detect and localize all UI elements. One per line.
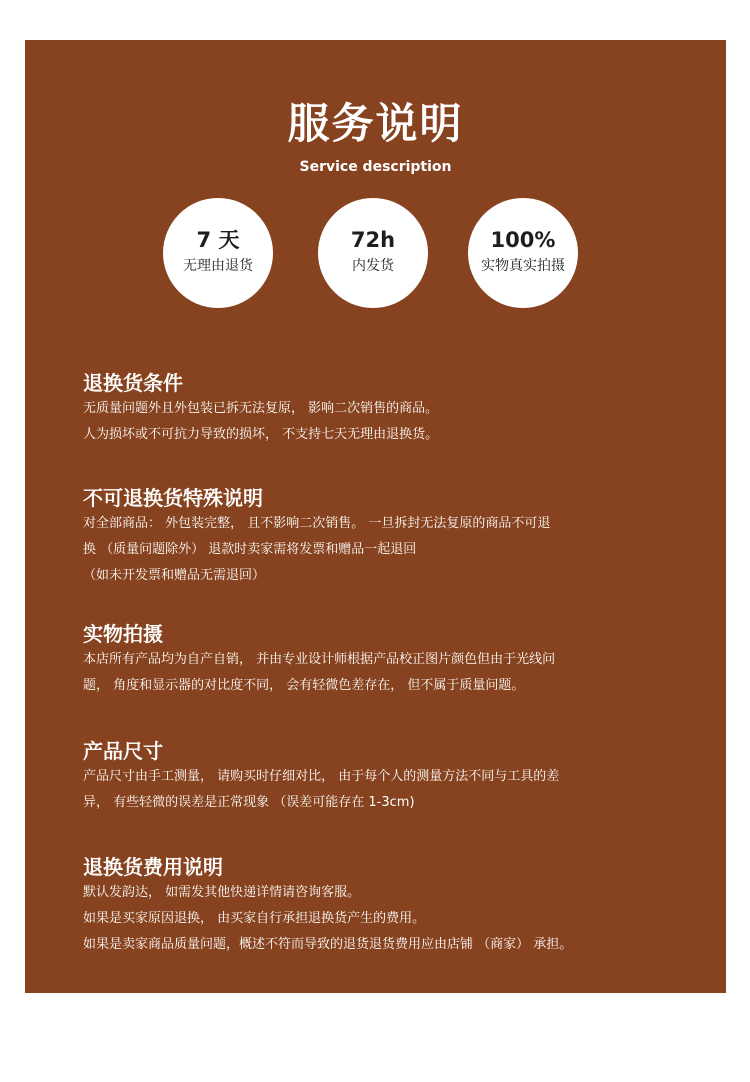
section-text: 如果是买家原因退换， 由买家自行承担退换货产生的费用。 xyxy=(83,911,426,926)
section-text: 题， 角度和显示器的对比度不同， 会有轻微色差存在， 但不属于质量问题。 xyxy=(83,678,525,693)
page-title: 服务说明 xyxy=(287,99,464,148)
section-text: 人为损坏或不可抗力导致的损坏， 不支持七天无理由退换货。 xyxy=(83,427,439,442)
section-text: 本店所有产品均为自产自销， 并由专业设计师根据产品校正图片颜色但由于光线问 xyxy=(83,652,556,667)
section-text: 异， 有些轻微的误差是正常现象 （误差可能存在 1-3cm) xyxy=(83,795,415,810)
section-return-conditions xyxy=(83,370,703,448)
section-heading: 退换货费用说明 xyxy=(83,855,223,879)
section-product-size xyxy=(83,738,703,816)
section-text: （如未开发票和赠品无需退回） xyxy=(83,568,266,583)
section-text: 无质量问题外且外包装已拆无法复原， 影响二次销售的商品。 xyxy=(83,401,439,416)
section-heading: 不可退换货特殊说明 xyxy=(83,486,263,510)
service-panel xyxy=(25,40,726,993)
section-text: 如果是卖家商品质量问题，概述不符而导致的退货退货费用应由店铺 （商家） 承担。 xyxy=(83,937,573,952)
badge-label: 内发货 xyxy=(352,258,394,274)
section-text: 产品尺寸由手工测量， 请购买时仔细对比， 由于每个人的测量方法不同与工具的差 xyxy=(83,769,560,784)
section-text: 默认发韵达， 如需发其他快递详情请咨询客服。 xyxy=(83,885,361,900)
section-return-fees xyxy=(83,854,703,958)
section-real-photos xyxy=(83,621,703,699)
section-heading: 产品尺寸 xyxy=(83,739,163,763)
section-text: 对全部商品： 外包装完整， 且不影响二次销售。 一旦拆封无法复原的商品不可退 xyxy=(83,516,551,531)
section-text: 换 （质量问题除外） 退款时卖家需将发票和赠品一起退回 xyxy=(83,542,417,557)
badge-real-photos xyxy=(468,198,578,308)
badge-label: 实物真实拍摄 xyxy=(481,258,565,274)
section-heading: 实物拍摄 xyxy=(83,622,163,646)
page-subtitle: Service description xyxy=(299,159,452,175)
section-heading: 退换货条件 xyxy=(83,371,183,395)
badge-7-day-return xyxy=(163,198,273,308)
badge-value: 72h xyxy=(350,228,396,252)
badge-value: 7 天 xyxy=(196,228,240,252)
badge-value: 100% xyxy=(490,228,556,252)
section-non-returnable xyxy=(83,485,703,589)
badge-label: 无理由退货 xyxy=(183,258,253,274)
badge-72h-shipping xyxy=(318,198,428,308)
